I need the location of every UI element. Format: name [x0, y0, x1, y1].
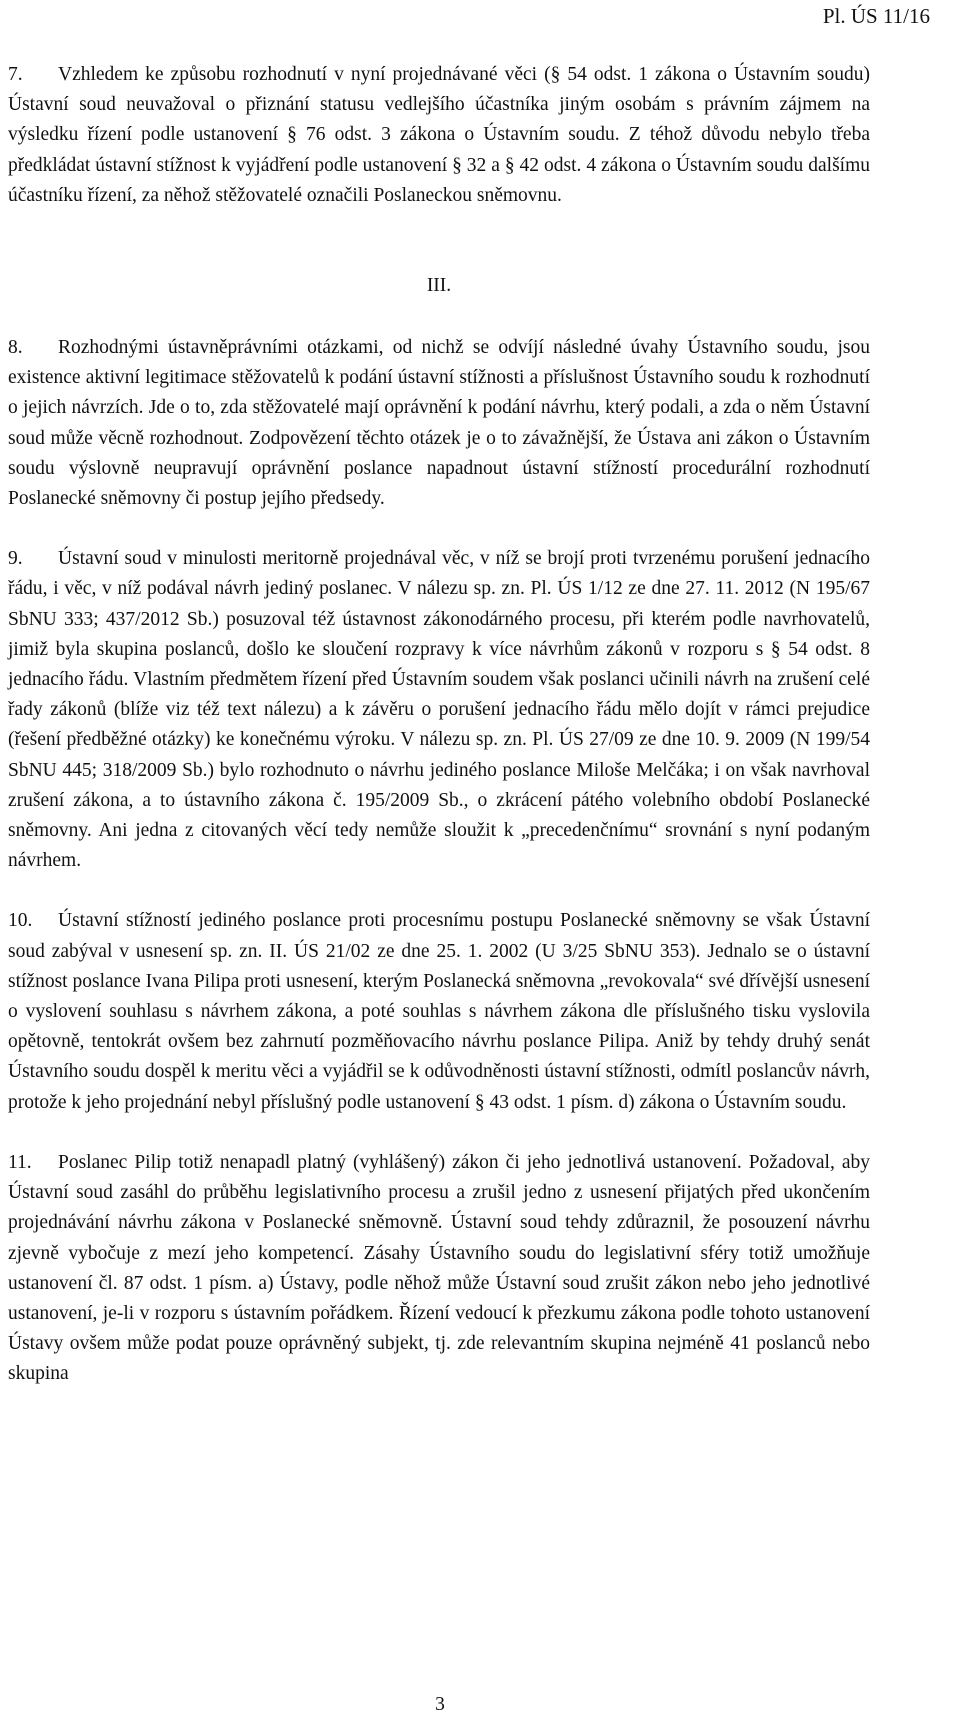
paragraph-number: 11.	[8, 1151, 32, 1173]
paragraph-number: 8.	[8, 337, 23, 359]
paragraph-number: 9.	[8, 548, 23, 570]
case-reference: Pl. ÚS 11/16	[822, 4, 930, 28]
section-heading: III.	[426, 275, 452, 297]
paragraph-11	[8, 1148, 870, 1390]
paragraph-8	[8, 333, 870, 514]
paragraph-text: Rozhodnými ústavněprávními otázkami, od nichž se odvíjí následné úvahy Ústavního soudu, jsou existence aktivní legitimace stěžovatelů k podání ústavní stížnosti a příslušnost Ústavního soudu k rozhodnutí o jejich návrzích. Jde o to, zda stěžovatelé mají oprávnění k podání návrhu, který podali, a zda o něm Ústavní soud může věcně rozhodnout. Zodpovězení těchto otázek je o to závažnější, že Ústava ani zákon o Ústavním soudu výslovně neupravují oprávnění poslance napadnout ústavní stížností procedurální rozhodnutí Poslanecké sněmovny či postup jejího předsedy.	[8, 337, 870, 510]
paragraph-text: Poslanec Pilip totiž nenapadl platný (vyhlášený) zákon či jeho jednotlivá ustanovení. Požadoval, aby Ústavní soud zasáhl do průběhu legislativního procesu a zrušil jedno z usnesení přijatých před ukončením projednávání návrhu zákona v Poslanecké sněmovně. Ústavní soud tehdy zdůraznil, že posouzení návrhu zjevně vybočuje z mezí jeho kompetencí. Zásahy Ústavního soudu do legislativní sféry totiž umožňuje ustanovení čl. 87 odst. 1 písm. a) Ústavy, podle něhož může Ústavní soud zrušit zákon nebo jeho jednotlivé ustanovení, je-li v rozporu s ústavním pořádkem. Řízení vedoucí k přezkumu zákona podle tohoto ustanovení Ústavy ovšem může podat pouze oprávněný subjekt, tj. zde relevantním skupina nejméně 41 poslanců nebo skupina	[8, 1151, 870, 1385]
paragraph-10	[8, 906, 870, 1117]
paragraph-number: 7.	[8, 64, 23, 85]
paragraph-text: Vzhledem ke způsobu rozhodnutí v nyní projednávané věci (§ 54 odst. 1 zákona o Ústavním soudu) Ústavní soud neuvažoval o přiznání statusu vedlejšího účastníka jiným osobám s právním zájmem na výsledku řízení podle ustanovení § 76 odst. 3 zákona o Ústavním soudu. Z téhož důvodu nebylo třeba předkládat ústavní stížnost k vyjádření podle ustanovení § 32 a § 42 odst. 4 zákona o Ústavním soudu dalšímu účastníku řízení, za něhož stěžovatelé označili Poslaneckou sněmovnu.	[8, 64, 870, 206]
paragraph-9	[8, 544, 870, 876]
paragraph-number: 10.	[8, 910, 33, 932]
paragraph-7	[8, 60, 870, 211]
paragraph-text: Ústavní soud v minulosti meritorně projednával věc, v níž se brojí proti tvrzenému porušení jednacího řádu, i věc, v níž podával návrh jediný poslanec. V nálezu sp. zn. Pl. ÚS 1/12 ze dne 27. 11. 2012 (N 195/67 SbNU 333; 437/2012 Sb.) posuzoval též ústavnost zákonodárného procesu, při kterém podle navrhovatelů, jimiž byla skupina poslanců, došlo ke sloučení rozpravy k více návrhům zákonů v rozporu s § 54 odst. 8 jednacího řádu. Vlastním předmětem řízení před Ústavním soudem však poslanci učinili návrh na zrušení celé řady zákonů (blíže viz též text nálezu) a k závěru o porušení jednacího řádu mělo dojít v rámci prejudice (řešení předběžné otázky) ke konečnému výroku. V nálezu sp. zn. Pl. ÚS 27/09 ze dne 10. 9. 2009 (N 199/54 SbNU 445; 318/2009 Sb.) bylo rozhodnuto o návrhu jediného poslance Miloše Melčáka; i on však navrhoval zrušení zákona, a to ústavního zákona č. 195/2009 Sb., o zkrácení pátého volebního období Poslanecké sněmovny. Ani jedna z citovaných věcí tedy nemůže sloužit k „precedenčnímu“ srovnání s nyní podaným návrhem.	[8, 548, 870, 872]
document-body	[8, 60, 870, 1390]
paragraph-text: Ústavní stížností jediného poslance proti procesnímu postupu Poslanecké sněmovny se však Ústavní soud zabýval v usnesení sp. zn. II. ÚS 21/02 ze dne 25. 1. 2002 (U 3/25 SbNU 353). Jednalo se o ústavní stížnost poslance Ivana Pilipa proti usnesení, kterým Poslanecká sněmovna „revokovala“ své dřívější usnesení o vyslovení souhlasu s návrhem zákona, a poté souhlas s návrhem zákona dle příslušného tisku vyslovila opětovně, tentokrát ovšem bez zahrnutí pozměňovacího návrhu poslance Pilipa. Aniž by tehdy druhý senát Ústavního soudu dospěl k meritu věci a vyjádřil se k odůvodněnosti ústavní stížnosti, odmítl poslancův návrh, protože k jeho projednání nebyl příslušný podle ustanovení § 43 odst. 1 písm. d) zákona o Ústavním soudu.	[8, 910, 870, 1113]
page-number: 3	[435, 1694, 445, 1715]
